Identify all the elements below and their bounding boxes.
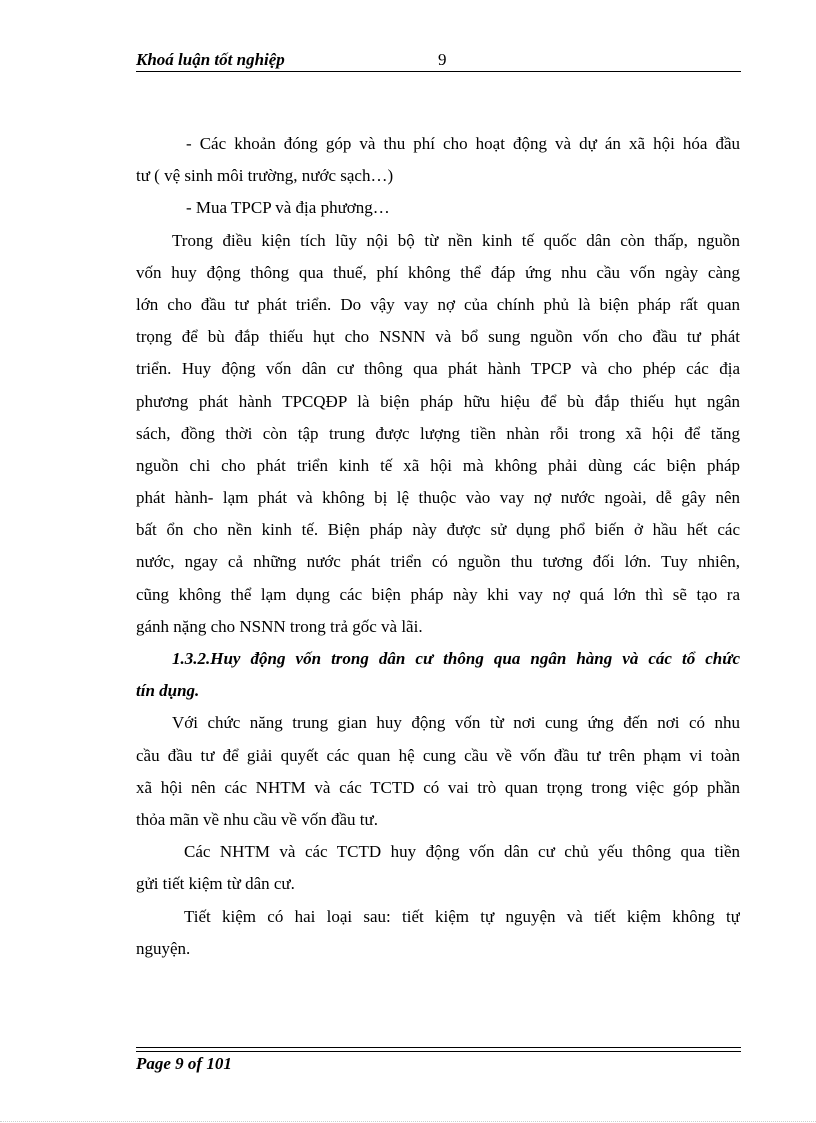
body-text-line: nguyện. <box>136 938 191 958</box>
footer-rule-top <box>136 1047 741 1048</box>
body-text-line: - Mua TPCP và địa phương… <box>186 198 390 218</box>
body-text-line: Với chức năng trung gian huy động vốn từ nơi cung ứng đến nơi có nhu <box>172 713 740 733</box>
body-text-line: sách, đồng thời còn tập trung được lượng tiền nhàn rỗi trong xã hội để tăng <box>136 423 740 443</box>
section-heading-line: tín dụng. <box>136 681 200 701</box>
header-rule <box>136 71 741 72</box>
header-page-number: 9 <box>438 50 447 69</box>
body-text-line: lớn cho đầu tư phát triển. Do vậy vay nợ của chính phủ là biện pháp rất quan <box>136 294 740 314</box>
footer-rule-bottom <box>136 1051 741 1052</box>
body-text-line: cầu đầu tư để giải quyết các quan hệ cung cầu về vốn đầu tư trên phạm vi toàn <box>136 745 740 765</box>
page-edge <box>0 1121 816 1122</box>
body-text-line: Các NHTM và các TCTD huy động vốn dân cư chủ yếu thông qua tiền <box>184 842 740 862</box>
body-text-line: Trong điều kiện tích lũy nội bộ từ nền kinh tế quốc dân còn thấp, nguồn <box>172 230 740 250</box>
body-text-line: thỏa mãn về nhu cầu về vốn đầu tư. <box>136 809 378 829</box>
body-text-line: phát hành- lạm phát và không bị lệ thuộc vào vay nợ nước ngoài, dễ gây nên <box>136 488 740 508</box>
body-text-line: nước, ngay cả những nước phát triển có nguồn thu tương đối lớn. Tuy nhiên, <box>136 552 740 572</box>
body-text-line: gánh nặng cho NSNN trong trả gốc và lãi. <box>136 616 423 636</box>
footer-page-label: Page 9 of 101 <box>136 1054 232 1073</box>
body-text-line: vốn huy động thông qua thuế, phí không thể đáp ứng nhu cầu vốn ngày càng <box>136 262 740 282</box>
body-text-line: gửi tiết kiệm từ dân cư. <box>136 874 295 894</box>
page-header <box>136 48 740 72</box>
body-text-line: triển. Huy động vốn dân cư thông qua phát hành TPCP và cho phép các địa <box>136 359 740 379</box>
body-text-line: tư ( vệ sinh môi trường, nước sạch…) <box>136 166 394 186</box>
header-title: Khoá luận tốt nghiệp <box>136 50 285 69</box>
body-text-line: xã hội nên các NHTM và các TCTD có vai trò quan trọng trong việc góp phần <box>136 777 740 797</box>
body-text-line: phương phát hành TPCQĐP là biện pháp hữu hiệu để bù đắp thiếu hụt ngân <box>136 391 740 411</box>
body-text-line: Tiết kiệm có hai loại sau: tiết kiệm tự nguyện và tiết kiệm không tự <box>184 906 740 926</box>
body-text-line: trọng để bù đắp thiếu hụt cho NSNN và bổ sung nguồn vốn cho đầu tư phát <box>136 327 740 347</box>
body-text-line: bất ổn cho nền kinh tế. Biện pháp này được sử dụng phổ biến ở hầu hết các <box>136 520 740 540</box>
body-text-line: cũng không thể lạm dụng các biện pháp này khi vay nợ quá lớn thì sẽ tạo ra <box>136 584 740 604</box>
document-body <box>136 128 740 965</box>
section-heading-line: 1.3.2.Huy động vốn trong dân cư thông qua ngân hàng và các tổ chức <box>172 649 740 668</box>
body-text-line: nguồn chi cho phát triển kinh tế xã hội mà không phải dùng các biện pháp <box>136 455 740 475</box>
body-text-line: - Các khoản đóng góp và thu phí cho hoạt động và dự án xã hội hóa đầu <box>186 134 740 153</box>
